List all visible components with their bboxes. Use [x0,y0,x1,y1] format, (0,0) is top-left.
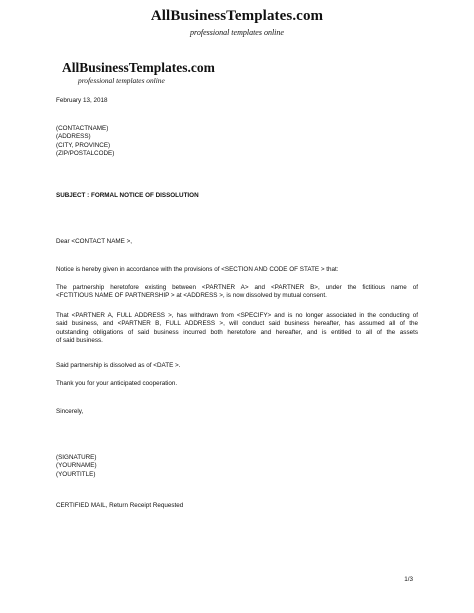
address-line: (CITY, PROVINCE) [56,141,111,149]
paragraph-2 [56,284,418,301]
page-number: 1/3 [404,576,413,583]
address-line: (ADDRESS) [56,133,91,141]
header-brand [0,8,474,38]
paragraph-line: of said business. [56,337,103,345]
signature-line: (SIGNATURE) [56,454,97,461]
paragraph-4: Said partnership is dissolved as of <DATE >. [56,362,181,369]
certified-mail-note: CERTIFIED MAIL, Return Receipt Requested [56,502,184,509]
paragraph-line: That <PARTNER A, FULL ADDRESS >, has withdrawn from <SPECIFY> and is no longer associated in the conducting of [56,312,418,319]
header-brand-tagline: professional templates online [190,28,284,37]
paragraph-1: Notice is hereby given in accordance with the provisions of <SECTION AND CODE OF STATE > that: [56,266,339,273]
letter-salutation: Dear <CONTACT NAME >, [56,238,133,245]
paragraph-line: outstanding obligations of said business incurred both heretofore and hereafter, and is entitled to all of the assets [56,328,418,336]
paragraph-line: The partnership heretofore existing between <PARTNER A> and <PARTNER B>, under the fictitious name of [56,284,418,291]
letter-brand-tagline: professional templates online [78,76,165,85]
signature-line: (YOURNAME) [56,462,97,470]
signature-line: (YOURTITLE) [56,470,96,478]
header-brand-name: AllBusinessTemplates.com [150,8,324,24]
letter-brand-name: AllBusinessTemplates.com [62,60,215,75]
address-line: (CONTACTNAME) [56,125,109,132]
paragraph-line: said business, and <PARTNER B, FULL ADDRESS >, will conduct said business hereafter, has assumed all of the [56,320,418,328]
signature-block [56,454,97,479]
letter-subject: SUBJECT : FORMAL NOTICE OF DISSOLUTION [56,192,199,199]
recipient-address [56,125,114,159]
paragraph-3 [56,312,418,346]
address-line: (ZIP/POSTALCODE) [56,150,115,158]
letter-closing: Sincerely, [56,408,84,415]
letter-date: February 13, 2018 [56,97,108,104]
paragraph-line: <FCTITIOUS NAME OF PARTNERSHIP > at <ADDRESS >, is now dissolved by mutual consent. [56,292,327,300]
letter-brand [62,60,215,86]
paragraph-5: Thank you for your anticipated cooperation. [56,380,178,387]
